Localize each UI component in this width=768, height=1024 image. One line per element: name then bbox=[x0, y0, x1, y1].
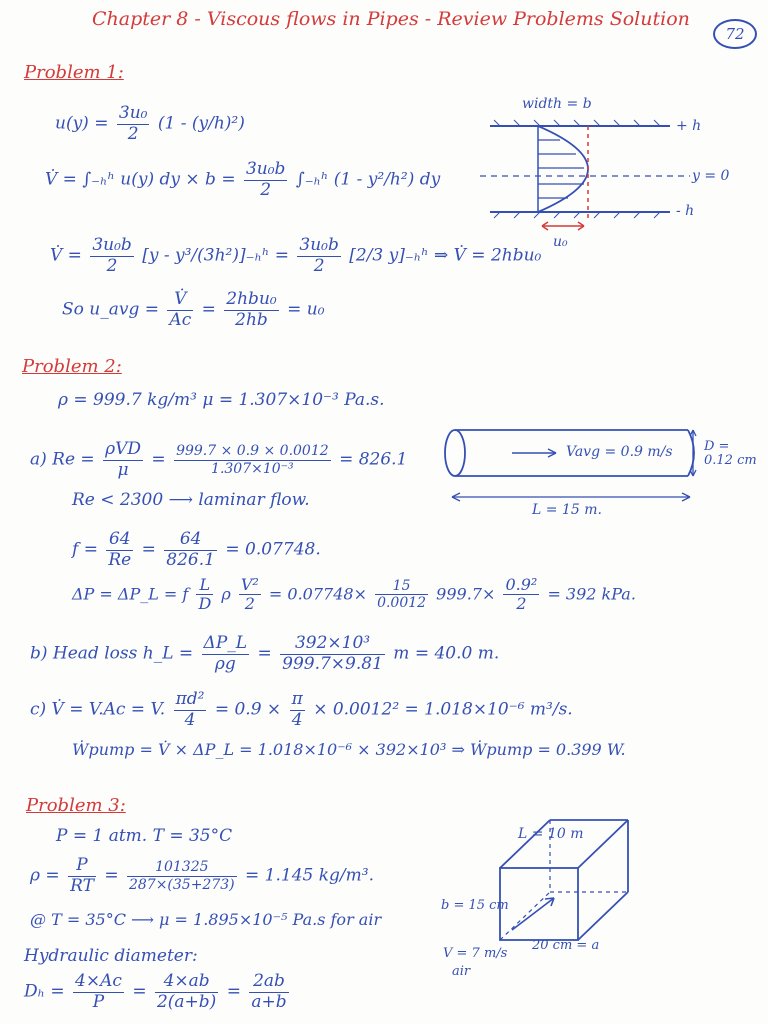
p2-a-line-3 bbox=[72, 530, 321, 570]
p3-line-5 bbox=[24, 972, 292, 1012]
p1-line-1 bbox=[55, 104, 245, 144]
p1-l4-num1: V̇ bbox=[167, 290, 193, 311]
problem-2-heading: Problem 2: bbox=[22, 356, 122, 377]
p1-l4-fraction-2 bbox=[224, 290, 278, 330]
p2-a1-rest: = 826.1 bbox=[339, 449, 408, 470]
p2-c1-num1: πd² bbox=[175, 689, 205, 709]
p2-a3-eq: = bbox=[141, 539, 156, 560]
p1-l1-lhs: u(y) = bbox=[55, 113, 109, 134]
p2-a1-lhs: a) Re = bbox=[30, 449, 95, 470]
p2-c1-fraction-1 bbox=[174, 690, 207, 730]
p2-a4-den3: 0.0012 bbox=[377, 595, 427, 612]
p1-line-2 bbox=[45, 160, 440, 200]
p2-a4-den2: 2 bbox=[244, 594, 255, 614]
p3-l5-fraction-1 bbox=[73, 972, 124, 1012]
pipe-inlet-ellipse bbox=[445, 430, 465, 476]
p2-a3-num2: 64 bbox=[164, 530, 217, 551]
p2-a3-den2: 826.1 bbox=[166, 549, 215, 570]
p1-l3-den1: 2 bbox=[106, 255, 118, 276]
p3-l5-fraction-3 bbox=[249, 972, 288, 1012]
p1-l2-fraction bbox=[244, 160, 287, 200]
p1-l4-num2: 2hbu₀ bbox=[226, 289, 277, 309]
p3-line-4: Hydraulic diameter: bbox=[24, 946, 198, 966]
p1-l1-den: 2 bbox=[127, 123, 139, 144]
p1-l4-den1: Ac bbox=[169, 309, 192, 330]
p2-a3-fraction-2 bbox=[164, 530, 217, 570]
p3-l5-lhs: Dₕ = bbox=[24, 981, 65, 1002]
p2-c1-lhs: c) V̇ = V.Ac = V. bbox=[30, 699, 166, 720]
problem-1-heading: Problem 1: bbox=[24, 62, 124, 83]
p1-l4-rest: = u₀ bbox=[287, 299, 325, 320]
p2-a3-den1: Re bbox=[108, 549, 132, 570]
p2-c1-den1: 4 bbox=[184, 709, 196, 730]
p1-l2-num: 3u₀b bbox=[245, 159, 286, 179]
p1-u0-label: u₀ bbox=[553, 234, 568, 250]
p2-a4-den4: 2 bbox=[516, 594, 527, 614]
p2-b-line bbox=[30, 634, 499, 674]
p3-fluid-label: air bbox=[452, 964, 471, 979]
p3-l5-num1: 4×Ac bbox=[75, 971, 122, 991]
p2-b-den1: ρg bbox=[214, 653, 236, 674]
p1-l3-lhs: V̇ = bbox=[50, 245, 82, 266]
p2-a3-fraction-1 bbox=[106, 530, 133, 570]
p1-l4-den2: 2hb bbox=[235, 309, 268, 330]
p2-a3-num1: 64 bbox=[106, 530, 133, 551]
p2-c1-mid: = 0.9 × bbox=[214, 699, 282, 720]
p1-l2-den: 2 bbox=[260, 179, 272, 200]
p2-a4-num1: L bbox=[196, 576, 213, 595]
p3-l2-fraction-1 bbox=[68, 856, 96, 896]
p2-a4-mid3: 999.7× bbox=[436, 584, 496, 604]
p3-line-3: @ T = 35°C ⟶ μ = 1.895×10⁻⁵ Pa.s for air bbox=[30, 910, 382, 929]
p2-a4-lhs: ΔP = ΔP_L = f bbox=[72, 584, 189, 604]
p1-line-4 bbox=[62, 290, 325, 330]
p2-a1-den2: 1.307×10⁻³ bbox=[211, 460, 294, 477]
p2-c1-rest: × 0.0012² = 1.018×10⁻⁶ m³/s. bbox=[313, 699, 573, 720]
duct-front-face bbox=[500, 868, 578, 940]
p1-line-3 bbox=[50, 236, 541, 276]
page-title: Chapter 8 - Viscous flows in Pipes - Review Problems Solution bbox=[92, 8, 690, 30]
p1-width-label: width = b bbox=[522, 96, 592, 112]
p3-l5-eq2: = bbox=[226, 981, 241, 1002]
p3-l5-den3: a+b bbox=[251, 991, 287, 1012]
p3-length-label: L = 10 m bbox=[518, 826, 584, 842]
p2-b-lhs: b) Head loss h_L = bbox=[30, 643, 194, 664]
p3-line-2 bbox=[30, 856, 374, 896]
p1-l3-num1: 3u₀b bbox=[92, 235, 132, 255]
p1-l3-mid: [y - y³/(3h²)]₋ₕʰ = bbox=[142, 245, 289, 266]
p1-l2-lhs: V̇ = ∫₋ₕʰ u(y) dy × b = bbox=[45, 169, 236, 190]
p2-b-num2: 392×10³ bbox=[280, 634, 385, 655]
parabolic-profile bbox=[538, 126, 588, 212]
p3-l2-eq: = bbox=[104, 865, 119, 886]
p2-a-line-2: Re < 2300 ⟶ laminar flow. bbox=[72, 490, 310, 510]
p2-a1-fraction-2 bbox=[174, 443, 331, 476]
p2-c1-num2: π bbox=[291, 689, 303, 709]
p2-a1-fraction-1 bbox=[103, 440, 143, 480]
p3-l5-den1: P bbox=[92, 991, 105, 1012]
p1-l3-den2: 2 bbox=[313, 255, 325, 276]
p1-bottom-label: - h bbox=[676, 203, 695, 219]
p3-width-label: 20 cm = a bbox=[532, 938, 600, 953]
p2-c1-fraction-2 bbox=[290, 690, 305, 730]
p2-b-num1: ΔP_L bbox=[203, 633, 248, 653]
p3-l2-rest: = 1.145 kg/m³. bbox=[245, 865, 375, 886]
p2-a3-rest: = 0.07748. bbox=[225, 539, 321, 560]
p2-c1-den2: 4 bbox=[291, 709, 303, 730]
p2-a4-fraction-2 bbox=[239, 576, 261, 614]
p1-l3-num2: 3u₀b bbox=[299, 235, 339, 255]
p2-b-den2: 999.7×9.81 bbox=[282, 653, 383, 674]
p1-l4-lhs: So u_avg = bbox=[62, 299, 160, 320]
p3-velocity-label: V = 7 m/s bbox=[443, 946, 508, 961]
p3-l5-num2: 4×ab bbox=[155, 972, 218, 993]
p2-b-eq: = bbox=[257, 643, 272, 664]
p3-line-1: P = 1 atm. T = 35°C bbox=[56, 826, 233, 846]
p2-a1-eq: = bbox=[151, 449, 166, 470]
p3-l5-den2: 2(a+b) bbox=[156, 991, 217, 1012]
p2-b-fraction-1 bbox=[202, 634, 250, 674]
p2-a4-mid2: = 0.07748× bbox=[268, 584, 367, 604]
p2-length-label: L = 15 m. bbox=[532, 502, 602, 518]
p3-l2-num1: P bbox=[68, 856, 96, 877]
p2-velocity-label: Vavg = 0.9 m/s bbox=[566, 444, 673, 460]
p1-top-label: + h bbox=[676, 118, 702, 134]
p3-l5-fraction-2 bbox=[155, 972, 218, 1012]
p2-a4-fraction-4 bbox=[503, 576, 539, 614]
p2-b-fraction-2 bbox=[280, 634, 385, 674]
p3-l2-den1: RT bbox=[70, 875, 94, 896]
p2-a4-fraction-3 bbox=[375, 578, 428, 611]
p1-l3-fraction-2 bbox=[297, 236, 340, 276]
p3-l2-lhs: ρ = bbox=[30, 865, 60, 886]
p1-l1-num: 3u₀ bbox=[118, 103, 148, 123]
p1-l1-rest: (1 - (y/h)²) bbox=[157, 113, 245, 134]
p2-a1-num2: 999.7 × 0.9 × 0.0012 bbox=[176, 443, 329, 460]
p3-l5-num3: 2ab bbox=[249, 972, 288, 993]
p1-l3-fraction-1 bbox=[90, 236, 133, 276]
p3-l2-fraction-2 bbox=[127, 859, 237, 892]
p2-a4-den1: D bbox=[198, 594, 212, 614]
p2-c-line-2: Ẇpump = V̇ × ΔP_L = 1.018×10⁻⁶ × 392×10³ ⇒ Ẇpump = 0.399 W. bbox=[72, 740, 626, 759]
p2-a-line-1 bbox=[30, 440, 407, 480]
duct-edge-top-right bbox=[578, 820, 628, 868]
p2-a-line-4 bbox=[72, 576, 636, 614]
p2-a4-fraction-1 bbox=[196, 576, 213, 614]
p2-a4-num3: 15 bbox=[375, 578, 428, 595]
duct-edge-bottom-right bbox=[578, 892, 628, 940]
p2-b-rest: m = 40.0 m. bbox=[393, 643, 500, 664]
p3-l5-eq: = bbox=[132, 981, 147, 1002]
p2-a1-den1: μ bbox=[117, 459, 129, 480]
air-flow-arrow bbox=[512, 898, 554, 930]
p3-l2-num2: 101325 bbox=[127, 859, 237, 876]
p1-l1-fraction bbox=[117, 104, 150, 144]
p2-a4-mid: ρ bbox=[221, 584, 231, 604]
p2-a3-lhs: f = bbox=[72, 539, 98, 560]
p1-l3-rest: [2/3 y]₋ₕʰ ⇒ V̇ = 2hbu₀ bbox=[349, 245, 542, 266]
p1-l4-eq: = bbox=[201, 299, 216, 320]
p2-a4-num4: 0.9² bbox=[505, 575, 538, 594]
p2-properties: ρ = 999.7 kg/m³ μ = 1.307×10⁻³ Pa.s. bbox=[58, 390, 385, 410]
p2-a1-num1: ρVD bbox=[105, 439, 141, 459]
p1-l2-rest: ∫₋ₕʰ (1 - y²/h²) dy bbox=[295, 169, 441, 190]
p2-a4-rest: = 392 kPa. bbox=[547, 584, 636, 604]
p2-c-line-1 bbox=[30, 690, 573, 730]
page-number: 72 bbox=[713, 19, 757, 49]
p1-l4-fraction-1 bbox=[167, 290, 193, 330]
p1-mid-label: y = 0 bbox=[692, 168, 730, 184]
problem-3-heading: Problem 3: bbox=[26, 795, 126, 816]
p2-a4-num2: V² bbox=[240, 575, 259, 594]
p3-height-label: b = 15 cm bbox=[441, 898, 509, 913]
p2-diameter-label: D = 0.12 cm bbox=[704, 439, 757, 469]
p3-l2-den2: 287×(35+273) bbox=[128, 876, 235, 893]
